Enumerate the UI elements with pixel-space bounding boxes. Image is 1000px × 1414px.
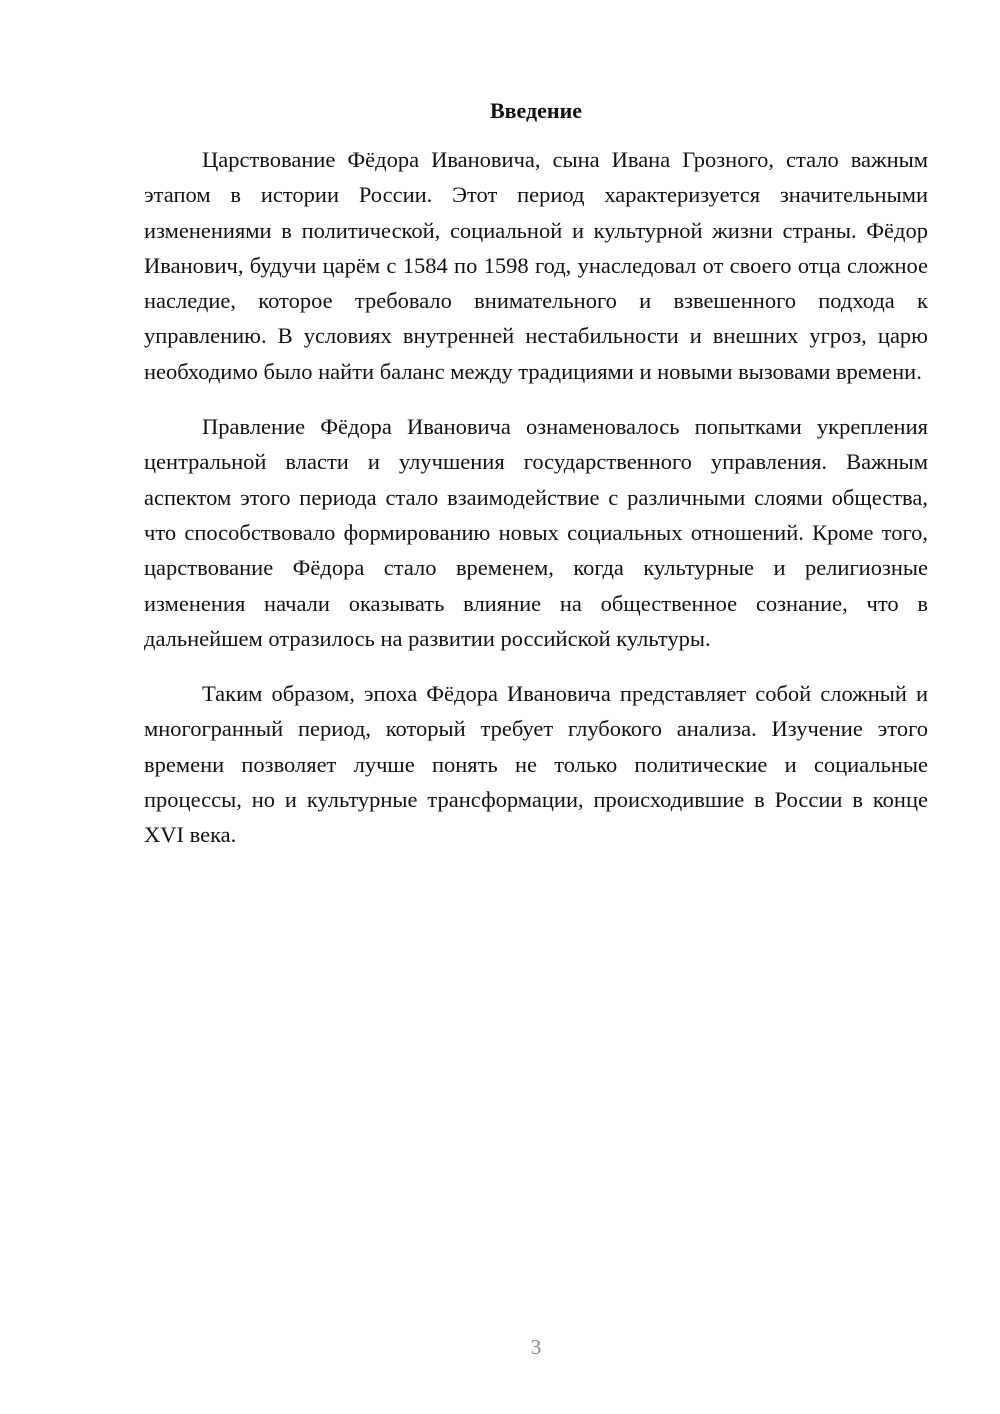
- paragraph-2: Правление Фёдора Ивановича ознаменовалось попытками укрепления центральной власти и улучшения государственного управления. Важным аспектом этого периода стало взаимодействие с различными слоями общества, что способствовало формированию новых социальных отношений. Кроме того, царствование Фёдора стало временем, когда культурные и религиозные изменения начали оказывать влияние на общественное сознание, что в дальнейшем отразилось на развитии российской культуры.: [144, 414, 928, 651]
- paragraph-1: Царствование Фёдора Ивановича, сына Ивана Грозного, стало важным этапом в истории России. Этот период характеризуется значительными изменениями в политической, социальной и культурной жизни страны. Фёдор Иванович, будучи царём с 1584 по 1598 год, унаследовал от своего отца сложное наследие, которое требовало внимательного и взвешенного подхода к управлению. В условиях внутренней нестабильности и внешних угроз, царю необходимо было найти баланс между традициями и новыми вызовами времени.: [144, 147, 928, 384]
- section-title: Введение: [489, 98, 583, 123]
- page-number: 3: [530, 1335, 542, 1359]
- body-text: [144, 142, 928, 873]
- paragraph-3: Таким образом, эпоха Фёдора Ивановича представляет собой сложный и многогранный период, который требует глубокого анализа. Изучение этого времени позволяет лучше понять не только политические и социальные процессы, но и культурные трансформации, происходившие в России в конце XVI века.: [144, 681, 928, 848]
